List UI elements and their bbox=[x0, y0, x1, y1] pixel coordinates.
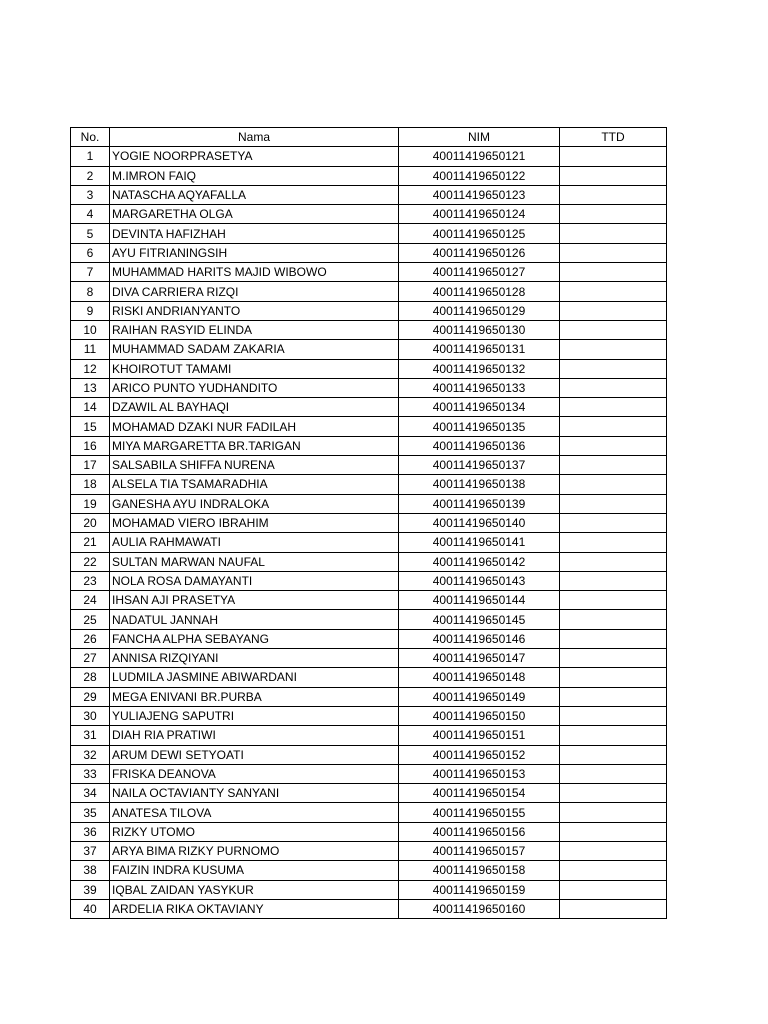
student-nim: 40011419650130 bbox=[399, 320, 560, 339]
header-nama: Nama bbox=[110, 128, 399, 147]
student-name: SULTAN MARWAN NAUFAL bbox=[110, 552, 399, 571]
student-nim: 40011419650158 bbox=[399, 861, 560, 880]
student-name: NATASCHA AQYAFALLA bbox=[110, 185, 399, 204]
student-name: LUDMILA JASMINE ABIWARDANI bbox=[110, 668, 399, 687]
row-number: 5 bbox=[71, 224, 110, 243]
student-nim: 40011419650136 bbox=[399, 436, 560, 455]
row-number: 8 bbox=[71, 282, 110, 301]
student-nim: 40011419650145 bbox=[399, 610, 560, 629]
signature-cell bbox=[560, 320, 667, 339]
signature-cell bbox=[560, 745, 667, 764]
signature-cell bbox=[560, 475, 667, 494]
student-name: MIYA MARGARETTA BR.TARIGAN bbox=[110, 436, 399, 455]
student-name: RIZKY UTOMO bbox=[110, 822, 399, 841]
table-row bbox=[71, 803, 667, 822]
student-nim: 40011419650156 bbox=[399, 822, 560, 841]
table-row bbox=[71, 706, 667, 725]
signature-cell bbox=[560, 571, 667, 590]
signature-cell bbox=[560, 378, 667, 397]
table-row bbox=[71, 301, 667, 320]
student-name: ARICO PUNTO YUDHANDITO bbox=[110, 378, 399, 397]
table-row bbox=[71, 475, 667, 494]
row-number: 21 bbox=[71, 533, 110, 552]
student-name: NOLA ROSA DAMAYANTI bbox=[110, 571, 399, 590]
table-row bbox=[71, 340, 667, 359]
signature-cell bbox=[560, 610, 667, 629]
row-number: 35 bbox=[71, 803, 110, 822]
row-number: 14 bbox=[71, 398, 110, 417]
row-number: 4 bbox=[71, 205, 110, 224]
student-nim: 40011419650142 bbox=[399, 552, 560, 571]
header-row bbox=[71, 128, 667, 147]
table-row bbox=[71, 224, 667, 243]
header-no: No. bbox=[71, 128, 110, 147]
table-row bbox=[71, 417, 667, 436]
table-row bbox=[71, 610, 667, 629]
row-number: 12 bbox=[71, 359, 110, 378]
student-name: FRISKA DEANOVA bbox=[110, 764, 399, 783]
signature-cell bbox=[560, 224, 667, 243]
table-row bbox=[71, 841, 667, 860]
table-row bbox=[71, 456, 667, 475]
signature-cell bbox=[560, 436, 667, 455]
signature-cell bbox=[560, 841, 667, 860]
signature-cell bbox=[560, 649, 667, 668]
table-row bbox=[71, 726, 667, 745]
student-nim: 40011419650123 bbox=[399, 185, 560, 204]
signature-cell bbox=[560, 764, 667, 783]
signature-cell bbox=[560, 687, 667, 706]
student-nim: 40011419650131 bbox=[399, 340, 560, 359]
header-nim: NIM bbox=[399, 128, 560, 147]
table-row bbox=[71, 745, 667, 764]
student-nim: 40011419650150 bbox=[399, 706, 560, 725]
student-name: YULIAJENG SAPUTRI bbox=[110, 706, 399, 725]
student-nim: 40011419650134 bbox=[399, 398, 560, 417]
signature-cell bbox=[560, 784, 667, 803]
table-row bbox=[71, 552, 667, 571]
student-name: RISKI ANDRIANYANTO bbox=[110, 301, 399, 320]
table-row bbox=[71, 243, 667, 262]
student-name: ANATESA TILOVA bbox=[110, 803, 399, 822]
row-number: 38 bbox=[71, 861, 110, 880]
table-body bbox=[71, 147, 667, 919]
row-number: 22 bbox=[71, 552, 110, 571]
student-nim: 40011419650126 bbox=[399, 243, 560, 262]
attendance-sheet bbox=[70, 127, 667, 919]
table-row bbox=[71, 359, 667, 378]
student-name: M.IMRON FAIQ bbox=[110, 166, 399, 185]
student-name: MOHAMAD DZAKI NUR FADILAH bbox=[110, 417, 399, 436]
table-row bbox=[71, 784, 667, 803]
attendance-table bbox=[70, 127, 667, 919]
signature-cell bbox=[560, 398, 667, 417]
student-nim: 40011419650149 bbox=[399, 687, 560, 706]
signature-cell bbox=[560, 822, 667, 841]
row-number: 15 bbox=[71, 417, 110, 436]
student-name: DZAWIL AL BAYHAQI bbox=[110, 398, 399, 417]
student-nim: 40011419650154 bbox=[399, 784, 560, 803]
table-row bbox=[71, 533, 667, 552]
table-row bbox=[71, 764, 667, 783]
student-nim: 40011419650125 bbox=[399, 224, 560, 243]
row-number: 32 bbox=[71, 745, 110, 764]
student-name: DIVA CARRIERA RIZQI bbox=[110, 282, 399, 301]
signature-cell bbox=[560, 243, 667, 262]
student-name: YOGIE NOORPRASETYA bbox=[110, 147, 399, 166]
table-row bbox=[71, 320, 667, 339]
student-nim: 40011419650153 bbox=[399, 764, 560, 783]
signature-cell bbox=[560, 166, 667, 185]
student-name: DEVINTA HAFIZHAH bbox=[110, 224, 399, 243]
student-nim: 40011419650128 bbox=[399, 282, 560, 301]
row-number: 6 bbox=[71, 243, 110, 262]
student-nim: 40011419650152 bbox=[399, 745, 560, 764]
student-name: ARYA BIMA RIZKY PURNOMO bbox=[110, 841, 399, 860]
signature-cell bbox=[560, 629, 667, 648]
row-number: 20 bbox=[71, 513, 110, 532]
student-nim: 40011419650155 bbox=[399, 803, 560, 822]
header-ttd: TTD bbox=[560, 128, 667, 147]
student-name: NADATUL JANNAH bbox=[110, 610, 399, 629]
student-nim: 40011419650135 bbox=[399, 417, 560, 436]
row-number: 26 bbox=[71, 629, 110, 648]
row-number: 23 bbox=[71, 571, 110, 590]
student-name: SALSABILA SHIFFA NURENA bbox=[110, 456, 399, 475]
table-row bbox=[71, 571, 667, 590]
row-number: 33 bbox=[71, 764, 110, 783]
student-nim: 40011419650132 bbox=[399, 359, 560, 378]
row-number: 25 bbox=[71, 610, 110, 629]
student-nim: 40011419650157 bbox=[399, 841, 560, 860]
student-name: MUHAMMAD HARITS MAJID WIBOWO bbox=[110, 263, 399, 282]
student-name: MOHAMAD VIERO IBRAHIM bbox=[110, 513, 399, 532]
row-number: 16 bbox=[71, 436, 110, 455]
row-number: 28 bbox=[71, 668, 110, 687]
signature-cell bbox=[560, 552, 667, 571]
table-row bbox=[71, 378, 667, 397]
table-row bbox=[71, 166, 667, 185]
student-name: AYU FITRIANINGSIH bbox=[110, 243, 399, 262]
student-nim: 40011419650122 bbox=[399, 166, 560, 185]
student-name: GANESHA AYU INDRALOKA bbox=[110, 494, 399, 513]
signature-cell bbox=[560, 282, 667, 301]
signature-cell bbox=[560, 533, 667, 552]
signature-cell bbox=[560, 880, 667, 899]
student-name: MUHAMMAD SADAM ZAKARIA bbox=[110, 340, 399, 359]
signature-cell bbox=[560, 513, 667, 532]
signature-cell bbox=[560, 359, 667, 378]
student-name: DIAH RIA PRATIWI bbox=[110, 726, 399, 745]
student-nim: 40011419650124 bbox=[399, 205, 560, 224]
student-name: MARGARETHA OLGA bbox=[110, 205, 399, 224]
row-number: 37 bbox=[71, 841, 110, 860]
student-name: IHSAN AJI PRASETYA bbox=[110, 591, 399, 610]
table-row bbox=[71, 629, 667, 648]
row-number: 10 bbox=[71, 320, 110, 339]
row-number: 30 bbox=[71, 706, 110, 725]
row-number: 19 bbox=[71, 494, 110, 513]
student-nim: 40011419650127 bbox=[399, 263, 560, 282]
signature-cell bbox=[560, 417, 667, 436]
student-nim: 40011419650121 bbox=[399, 147, 560, 166]
student-nim: 40011419650140 bbox=[399, 513, 560, 532]
row-number: 24 bbox=[71, 591, 110, 610]
student-nim: 40011419650159 bbox=[399, 880, 560, 899]
student-nim: 40011419650148 bbox=[399, 668, 560, 687]
table-row bbox=[71, 494, 667, 513]
signature-cell bbox=[560, 861, 667, 880]
student-nim: 40011419650147 bbox=[399, 649, 560, 668]
student-name: ARUM DEWI SETYOATI bbox=[110, 745, 399, 764]
signature-cell bbox=[560, 185, 667, 204]
table-row bbox=[71, 899, 667, 918]
row-number: 31 bbox=[71, 726, 110, 745]
table-row bbox=[71, 861, 667, 880]
signature-cell bbox=[560, 899, 667, 918]
student-nim: 40011419650141 bbox=[399, 533, 560, 552]
row-number: 7 bbox=[71, 263, 110, 282]
row-number: 11 bbox=[71, 340, 110, 359]
signature-cell bbox=[560, 301, 667, 320]
student-nim: 40011419650133 bbox=[399, 378, 560, 397]
row-number: 27 bbox=[71, 649, 110, 668]
signature-cell bbox=[560, 726, 667, 745]
student-name: RAIHAN RASYID ELINDA bbox=[110, 320, 399, 339]
table-row bbox=[71, 147, 667, 166]
signature-cell bbox=[560, 591, 667, 610]
student-name: FANCHA ALPHA SEBAYANG bbox=[110, 629, 399, 648]
table-row bbox=[71, 668, 667, 687]
table-row bbox=[71, 513, 667, 532]
student-nim: 40011419650160 bbox=[399, 899, 560, 918]
student-name: IQBAL ZAIDAN YASYKUR bbox=[110, 880, 399, 899]
row-number: 36 bbox=[71, 822, 110, 841]
row-number: 1 bbox=[71, 147, 110, 166]
row-number: 17 bbox=[71, 456, 110, 475]
table-row bbox=[71, 263, 667, 282]
table-row bbox=[71, 822, 667, 841]
student-name: FAIZIN INDRA KUSUMA bbox=[110, 861, 399, 880]
student-name: ARDELIA RIKA OKTAVIANY bbox=[110, 899, 399, 918]
table-row bbox=[71, 591, 667, 610]
signature-cell bbox=[560, 668, 667, 687]
student-nim: 40011419650139 bbox=[399, 494, 560, 513]
row-number: 2 bbox=[71, 166, 110, 185]
table-row bbox=[71, 880, 667, 899]
student-nim: 40011419650129 bbox=[399, 301, 560, 320]
table-header bbox=[71, 128, 667, 147]
student-nim: 40011419650151 bbox=[399, 726, 560, 745]
row-number: 18 bbox=[71, 475, 110, 494]
row-number: 39 bbox=[71, 880, 110, 899]
table-row bbox=[71, 398, 667, 417]
signature-cell bbox=[560, 263, 667, 282]
table-row bbox=[71, 205, 667, 224]
row-number: 9 bbox=[71, 301, 110, 320]
student-name: KHOIROTUT TAMAMI bbox=[110, 359, 399, 378]
table-row bbox=[71, 185, 667, 204]
row-number: 29 bbox=[71, 687, 110, 706]
signature-cell bbox=[560, 340, 667, 359]
signature-cell bbox=[560, 494, 667, 513]
row-number: 3 bbox=[71, 185, 110, 204]
signature-cell bbox=[560, 706, 667, 725]
signature-cell bbox=[560, 147, 667, 166]
signature-cell bbox=[560, 456, 667, 475]
student-nim: 40011419650144 bbox=[399, 591, 560, 610]
student-nim: 40011419650137 bbox=[399, 456, 560, 475]
row-number: 40 bbox=[71, 899, 110, 918]
student-name: ALSELA TIA TSAMARADHIA bbox=[110, 475, 399, 494]
student-name: ANNISA RIZQIYANI bbox=[110, 649, 399, 668]
student-name: AULIA RAHMAWATI bbox=[110, 533, 399, 552]
student-nim: 40011419650146 bbox=[399, 629, 560, 648]
table-row bbox=[71, 282, 667, 301]
signature-cell bbox=[560, 205, 667, 224]
table-row bbox=[71, 687, 667, 706]
student-nim: 40011419650143 bbox=[399, 571, 560, 590]
student-name: NAILA OCTAVIANTY SANYANI bbox=[110, 784, 399, 803]
student-nim: 40011419650138 bbox=[399, 475, 560, 494]
row-number: 34 bbox=[71, 784, 110, 803]
table-row bbox=[71, 436, 667, 455]
student-name: MEGA ENIVANI BR.PURBA bbox=[110, 687, 399, 706]
table-row bbox=[71, 649, 667, 668]
signature-cell bbox=[560, 803, 667, 822]
row-number: 13 bbox=[71, 378, 110, 397]
